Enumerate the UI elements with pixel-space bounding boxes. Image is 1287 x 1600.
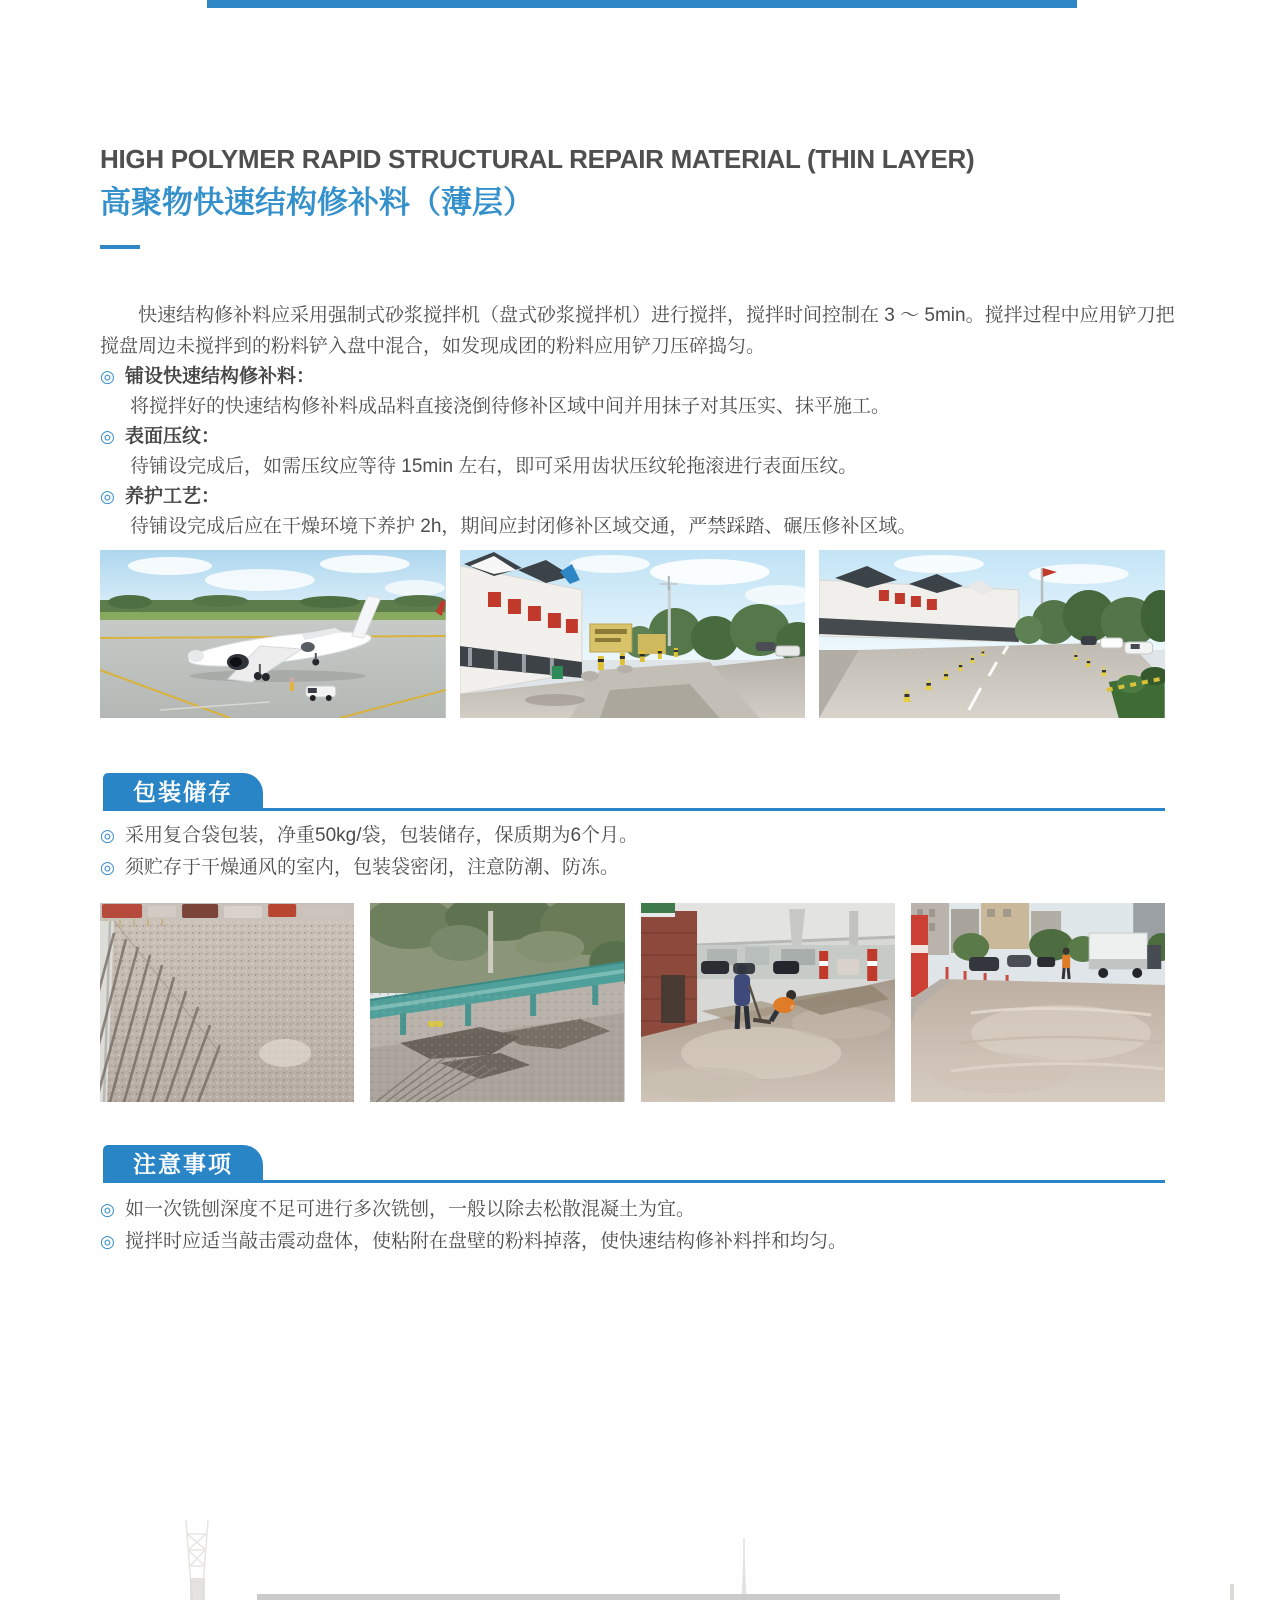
list-item [100, 820, 1192, 852]
bullet-icon: ◎ [100, 1232, 115, 1251]
service-area-illustration [460, 550, 806, 718]
adjacent-page-edge-bottom [257, 1594, 1060, 1600]
bullet-icon: ◎ [100, 367, 115, 386]
item-body: 待铺设完成后，如需压纹应等待 15min 左右，即可采用齿状压纹轮拖滚进行表面压纹。 [130, 456, 858, 477]
bullet-icon: ◎ [100, 1200, 115, 1219]
list-item-text: 如一次铣刨深度不足可进行多次铣刨，一般以除去松散混凝土为宜。 [125, 1199, 696, 1220]
gas-station-illustration [641, 903, 895, 1102]
item-body: 将搅拌好的快速结构修补料成品料直接浇倒待修补区域中间并用抹子对其压实、抹平施工。 [130, 396, 891, 417]
photo-guardrail-road [370, 903, 624, 1102]
photo-row-projects [100, 903, 1165, 1102]
photo-milled-pavement [100, 903, 354, 1102]
photo-service-area-building [460, 550, 806, 718]
packaging-storage-list [100, 820, 1192, 884]
list-item-text: 采用复合袋包装，净重50kg/袋，包装储存，保质期为6个月。 [125, 825, 639, 846]
airplane-apron-illustration [100, 550, 446, 718]
list-item-text: 须贮存于干燥通风的室内，包装袋密闭，注意防潮、防冻。 [125, 857, 620, 878]
precautions-list [100, 1194, 1192, 1258]
watermark-skyline-art [0, 1520, 1287, 1600]
mixing-instructions [100, 300, 1192, 542]
list-item [100, 362, 1192, 392]
adjacent-page-edge-top [207, 0, 1077, 8]
item-heading: 养护工艺： [125, 486, 221, 507]
photo-row-application [100, 550, 1165, 718]
item-heading: 铺设快速结构修补料： [125, 366, 316, 387]
list-item-text: 搅拌时应适当敲击震动盘体，使粘附在盘壁的粉料掉落，使快速结构修补料拌和均匀。 [125, 1231, 848, 1252]
list-item [100, 1226, 1192, 1258]
bullet-icon: ◎ [100, 858, 115, 877]
milled-pavement-illustration [100, 903, 354, 1102]
bullet-icon: ◎ [100, 427, 115, 446]
list-item [100, 482, 1192, 512]
section-tab-packaging-storage: 包装储存 [103, 773, 263, 811]
intro-paragraph: 快速结构修补料应采用强制式砂浆搅拌机（盘式砂浆搅拌机）进行搅拌，搅拌时间控制在 3 ～ 5min。搅拌过程中应用铲刀把搅盘周边未搅拌到的粉料铲入盘中混合，如发现成团的粉料应用铲刀压碎捣匀。 [100, 305, 1175, 357]
list-item [100, 422, 1192, 452]
page-title-english: HIGH POLYMER RAPID STRUCTURAL REPAIR MATERIAL (THIN LAYER) [100, 144, 975, 174]
photo-airplane-apron [100, 550, 446, 718]
item-body: 待铺设完成后应在干燥环境下养护 2h，期间应封闭修补区域交通，严禁踩踏、碾压修补区域。 [130, 516, 917, 537]
service-road-illustration [819, 550, 1165, 718]
bullet-icon: ◎ [100, 826, 115, 845]
item-heading: 表面压纹： [125, 426, 221, 447]
photo-gas-station-repair [641, 903, 895, 1102]
guardrail-road-illustration [370, 903, 624, 1102]
title-underline [100, 245, 140, 249]
list-item [100, 1194, 1192, 1226]
page-title-chinese: 高聚物快速结构修补料（薄层） [100, 185, 534, 220]
fresh-concrete-illustration [911, 903, 1165, 1102]
section-tab-precautions: 注意事项 [103, 1145, 263, 1183]
list-item [100, 852, 1192, 884]
bullet-icon: ◎ [100, 487, 115, 506]
photo-fresh-concrete-street [911, 903, 1165, 1102]
photo-service-area-road [819, 550, 1165, 718]
header [100, 144, 1200, 249]
